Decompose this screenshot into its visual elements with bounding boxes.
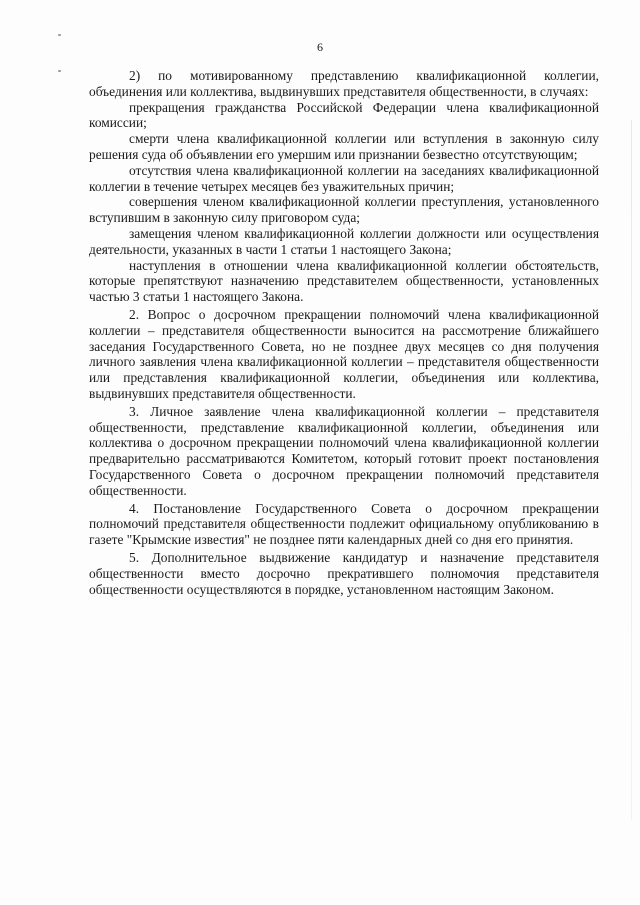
paragraph-case-circumstances: наступления в отношении члена квалификационной коллегии обстоятельств, которые препятствуют назначению представителем общественности, установленных частью 3 статьи 1 настоящего Закона.	[89, 257, 599, 305]
paragraph-section-5: 5. Дополнительное выдвижение кандидатур и назначение представителя общественности вместо досрочно прекратившего полномочия представителя общественности осуществляются в порядке, установленном настоящим Законом.	[89, 549, 599, 597]
paragraph-section-2: 2. Вопрос о досрочном прекращении полномочий члена квалификационной коллегии – представителя общественности выносится на рассмотрение ближайшего заседания Государственного Совета, но не позднее двух месяцев со дня получения личного заявления члена квалификационной коллегии – представителя общественности или представления квалификационной коллегии, объединения или коллектива, выдвинувших представителя общественности.	[89, 306, 599, 401]
paragraph-case-crime: совершения членом квалификационной коллегии преступления, установленного вступившим в законную силу приговором суда;	[89, 194, 599, 226]
paragraph-case-absence: отсутствия члена квалификационной коллегии на заседаниях квалификационной коллегии в течение четырех месяцев без уважительных причин;	[89, 162, 599, 194]
paragraph-section-3: 3. Личное заявление члена квалификационной коллегии – представителя общественности, представление квалификационной коллегии, объединения или коллектива о досрочном прекращении полномочий члена квалификационной коллегии предварительно рассматриваются Комитетом, который готовит проект постановления Государственного Совета о досрочном прекращении полномочий представителя общественности.	[89, 403, 599, 498]
document-body	[89, 68, 599, 597]
scan-edge-shadow	[631, 120, 632, 820]
paragraph-case-citizenship: прекращения гражданства Российской Федерации члена квалификационной комиссии;	[89, 99, 599, 131]
paragraph-item-2: 2) по мотивированному представлению квалификационной коллегии, объединения или коллектива, выдвинувших представителя общественности, в случаях:	[89, 68, 599, 99]
page-number: 6	[317, 40, 323, 54]
paragraph-case-death: смерти члена квалификационной коллегии или вступления в законную силу решения суда об объявлении его умершим или признании безвестно отсутствующим;	[89, 131, 599, 162]
scan-speck	[58, 70, 61, 72]
paragraph-section-4: 4. Постановление Государственного Совета о досрочном прекращении полномочий представителя общественности подлежит официальному опубликованию в газете "Крымские известия" не позднее пяти календарных дней со дня его принятия.	[89, 500, 599, 548]
scan-speck	[58, 34, 61, 36]
paragraph-case-position: замещения членом квалификационной коллегии должности или осуществления деятельности, указанных в части 1 статьи 1 настоящего Закона;	[89, 225, 599, 257]
